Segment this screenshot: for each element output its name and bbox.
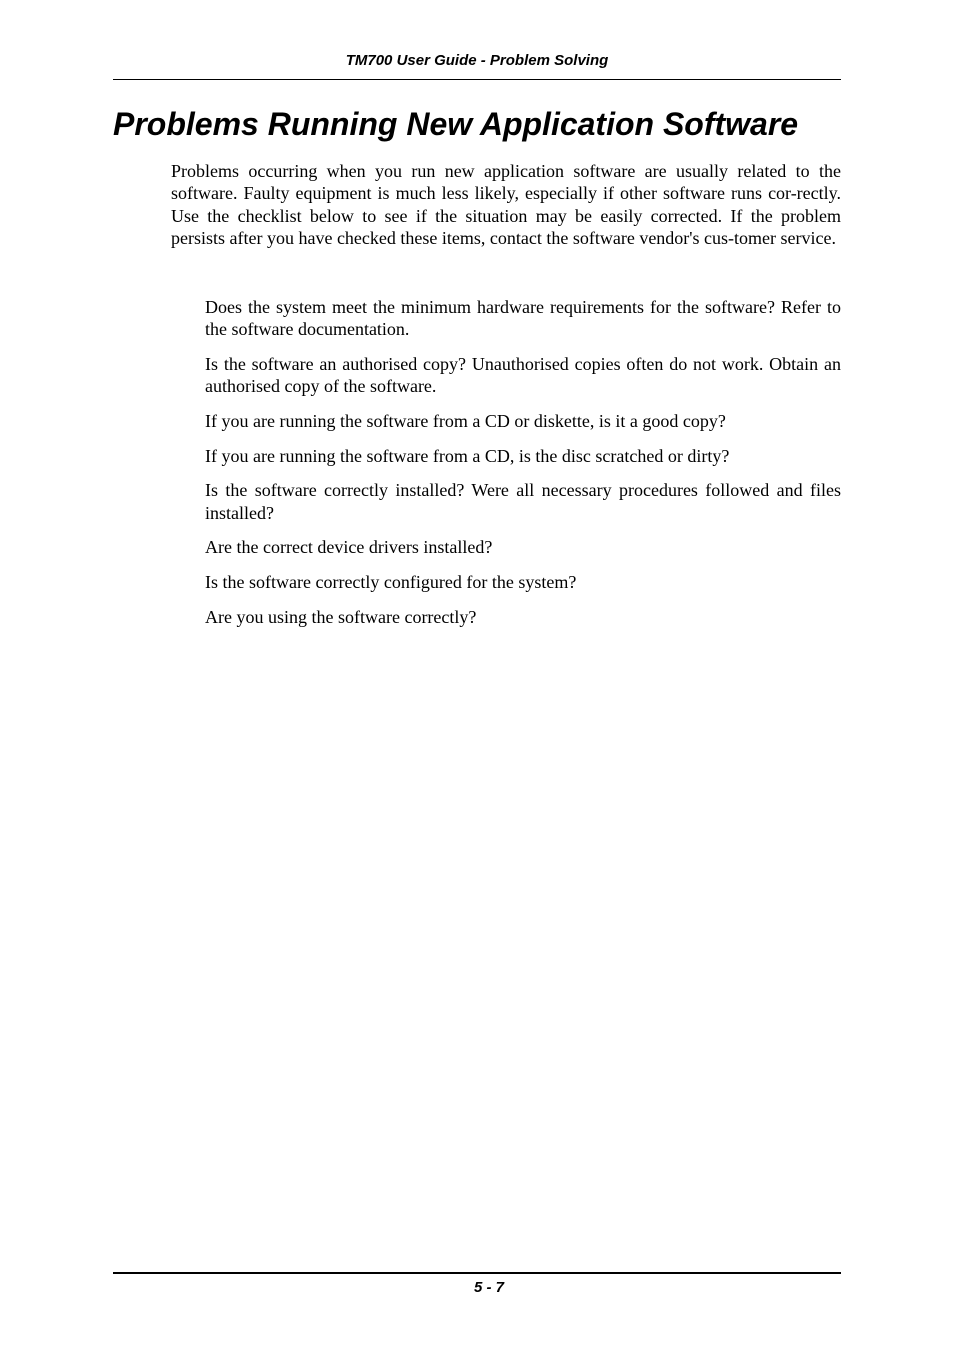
intro-paragraph: Problems occurring when you run new application software are usually related to the software. Faulty equipment is much less likely, especially if other software runs cor-rectly. Use the checklist below to see if the situation may be easily corrected. If the problem persists after you have checked these items, contact the software vendor's cus-tomer service. [171, 161, 841, 248]
running-header: TM700 User Guide - Problem Solving [345, 52, 609, 69]
checklist-item: Are you using the software correctly? [205, 606, 477, 627]
checklist-item: Does the system meet the minimum hardware requirements for the software? Refer to the software documentation. [205, 297, 841, 340]
checklist-item: Is the software an authorised copy? Unauthorised copies often do not work. Obtain an authorised copy of the software. [205, 353, 841, 397]
checklist-item: Is the software correctly installed? Were all necessary procedures followed and files installed? [205, 480, 841, 523]
header-rule [113, 79, 841, 80]
page-number: 5 - 7 [473, 1279, 504, 1296]
checklist-item: If you are running the software from a CD, is the disc scratched or dirty? [205, 445, 730, 466]
page-title: Problems Running New Application Software [113, 106, 799, 142]
checklist-item: Are the correct device drivers installed? [205, 537, 493, 558]
checklist-item: If you are running the software from a CD or diskette, is it a good copy? [205, 410, 726, 431]
checklist-item: Is the software correctly configured for the system? [205, 572, 577, 593]
checklist [205, 296, 841, 640]
footer-rule [113, 1272, 841, 1274]
